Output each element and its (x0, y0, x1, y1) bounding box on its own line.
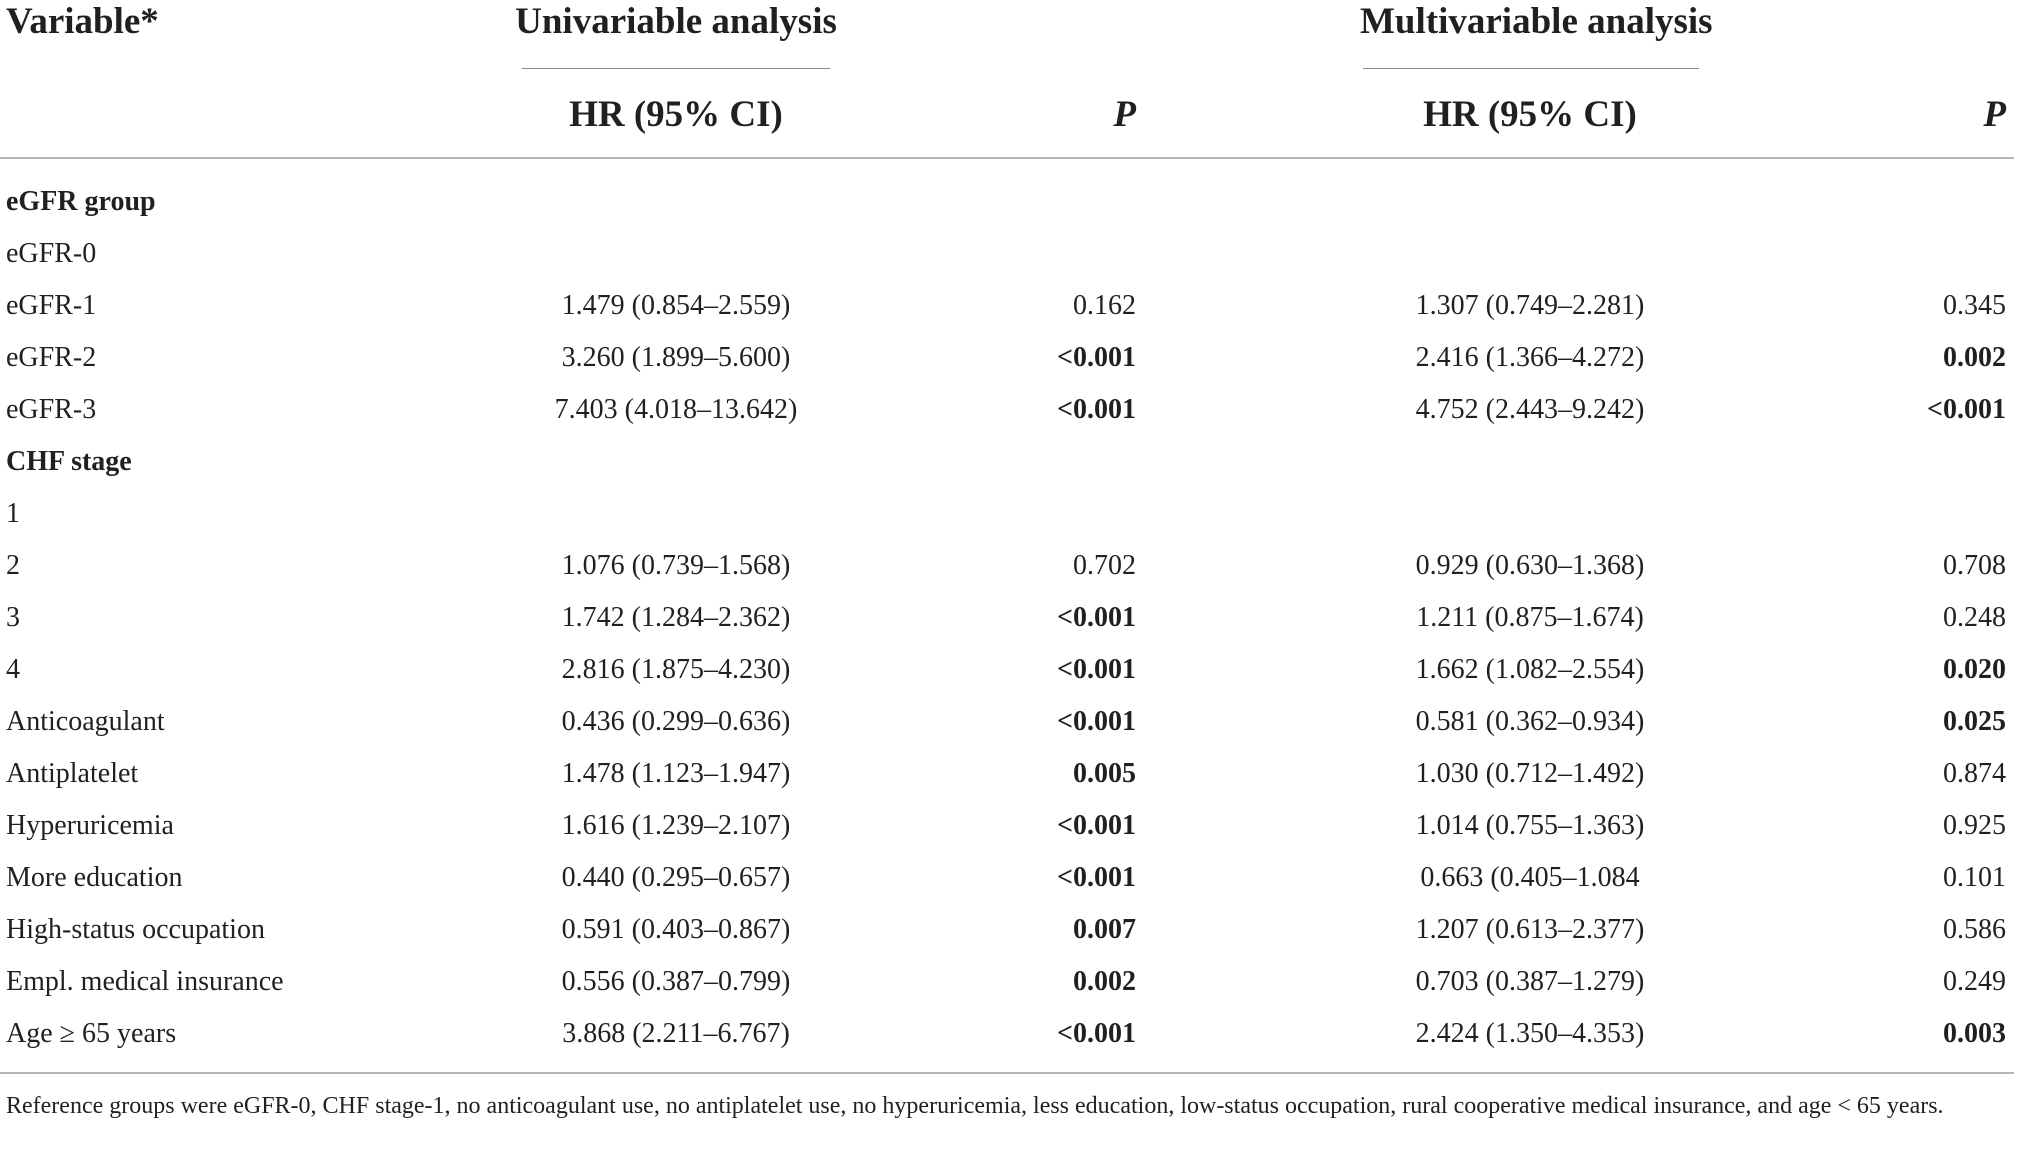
variable-cell: eGFR-0 (6, 238, 97, 269)
multivariable-hr-header: HR (95% CI) (1423, 94, 1637, 135)
table-row (0, 280, 2014, 332)
multivariable-p-cell: 0.002 (1943, 342, 2006, 373)
univariable-hr-cell: 0.591 (0.403–0.867) (561, 914, 791, 945)
univariable-hr-cell: 1.478 (1.123–1.947) (561, 758, 791, 789)
variable-cell: 2 (6, 550, 20, 581)
multivariable-hr-cell: 2.424 (1.350–4.353) (1415, 1018, 1645, 1049)
univariable-p-cell: 0.002 (1073, 966, 1136, 997)
multivariable-p-cell: 0.925 (1943, 810, 2006, 841)
univariable-p-cell: 0.162 (1073, 290, 1136, 321)
univariable-p-cell: <0.001 (1057, 342, 1136, 373)
table-row (0, 540, 2014, 592)
univariable-hr-cell: 1.076 (0.739–1.568) (561, 550, 791, 581)
univariable-p-cell: <0.001 (1057, 862, 1136, 893)
table-row (0, 1008, 2014, 1060)
univariable-hr-cell: 0.440 (0.295–0.657) (561, 862, 791, 893)
variable-cell: 3 (6, 602, 20, 633)
table-row (0, 800, 2014, 852)
multivariable-hr-cell: 1.207 (0.613–2.377) (1415, 914, 1645, 945)
univariable-header-underline (522, 68, 830, 69)
univariable-hr-cell: 3.868 (2.211–6.767) (562, 1018, 790, 1049)
table-footnote: Reference groups were eGFR-0, CHF stage-1, no anticoagulant use, no antiplatelet use, no hyperuricemia, less education, low-status occupation, rural cooperative medical insurance, and age < 65 years. (6, 1093, 1944, 1119)
multivariable-hr-cell: 0.703 (0.387–1.279) (1415, 966, 1645, 997)
table-row (0, 644, 2014, 696)
variable-cell: eGFR-2 (6, 342, 97, 373)
univariable-p-cell: <0.001 (1057, 810, 1136, 841)
multivariable-p-cell: 0.248 (1943, 602, 2006, 633)
table-row (0, 488, 2014, 540)
univariable-p-cell: <0.001 (1057, 602, 1136, 633)
multivariable-hr-cell: 4.752 (2.443–9.242) (1415, 394, 1645, 425)
multivariable-p-cell: 0.249 (1943, 966, 2006, 997)
multivariable-hr-cell: 1.307 (0.749–2.281) (1415, 290, 1645, 321)
multivariable-hr-cell: 0.929 (0.630–1.368) (1415, 550, 1645, 581)
table-row (0, 228, 2014, 280)
table-row (0, 904, 2014, 956)
multivariable-hr-cell: 1.030 (0.712–1.492) (1415, 758, 1645, 789)
univariable-analysis-header: Univariable analysis (515, 1, 837, 42)
variable-column-header: Variable* (6, 1, 159, 42)
variable-cell: Empl. medical insurance (6, 966, 284, 997)
table-row (0, 696, 2014, 748)
univariable-p-header: P (1113, 94, 1136, 135)
univariable-p-cell: <0.001 (1057, 706, 1136, 737)
section-header-row (0, 436, 2014, 488)
univariable-hr-cell: 7.403 (4.018–13.642) (554, 394, 798, 425)
variable-cell: eGFR group (6, 186, 156, 217)
variable-cell: 4 (6, 654, 20, 685)
multivariable-hr-cell: 0.663 (0.405–1.084 (1420, 862, 1640, 893)
multivariable-p-cell: 0.708 (1943, 550, 2006, 581)
multivariable-p-header: P (1983, 94, 2006, 135)
multivariable-p-cell: 0.020 (1943, 654, 2006, 685)
multivariable-p-cell: 0.025 (1943, 706, 2006, 737)
variable-cell: eGFR-3 (6, 394, 97, 425)
variable-cell: High-status occupation (6, 914, 265, 945)
multivariable-p-cell: 0.003 (1943, 1018, 2006, 1049)
table-row (0, 852, 2014, 904)
multivariable-hr-cell: 1.662 (1.082–2.554) (1415, 654, 1645, 685)
multivariable-p-cell: 0.101 (1943, 862, 2006, 893)
variable-cell: Antiplatelet (6, 758, 139, 789)
univariable-hr-header: HR (95% CI) (569, 94, 783, 135)
univariable-p-cell: <0.001 (1057, 654, 1136, 685)
multivariable-p-cell: 0.586 (1943, 914, 2006, 945)
univariable-p-cell: <0.001 (1057, 1018, 1136, 1049)
univariable-p-cell: 0.007 (1073, 914, 1136, 945)
table-row (0, 592, 2014, 644)
multivariable-hr-cell: 2.416 (1.366–4.272) (1415, 342, 1645, 373)
table-row (0, 748, 2014, 800)
multivariable-analysis-header: Multivariable analysis (1360, 1, 1713, 42)
variable-cell: 1 (6, 498, 20, 529)
multivariable-hr-cell: 0.581 (0.362–0.934) (1415, 706, 1645, 737)
univariable-hr-cell: 1.616 (1.239–2.107) (561, 810, 791, 841)
section-header-row (0, 176, 2014, 228)
table-row (0, 384, 2014, 436)
multivariable-header-underline (1363, 68, 1699, 69)
multivariable-p-cell: <0.001 (1927, 394, 2006, 425)
multivariable-p-cell: 0.345 (1943, 290, 2006, 321)
multivariable-p-cell: 0.874 (1943, 758, 2006, 789)
multivariable-hr-cell: 1.014 (0.755–1.363) (1415, 810, 1645, 841)
univariable-hr-cell: 0.556 (0.387–0.799) (561, 966, 791, 997)
table-row (0, 956, 2014, 1008)
univariable-hr-cell: 3.260 (1.899–5.600) (561, 342, 791, 373)
univariable-hr-cell: 1.479 (0.854–2.559) (561, 290, 791, 321)
variable-cell: eGFR-1 (6, 290, 97, 321)
multivariable-hr-cell: 1.211 (0.875–1.674) (1416, 602, 1644, 633)
variable-cell: Anticoagulant (6, 706, 165, 737)
variable-cell: CHF stage (6, 446, 132, 477)
univariable-hr-cell: 2.816 (1.875–4.230) (561, 654, 791, 685)
univariable-p-cell: 0.702 (1073, 550, 1136, 581)
univariable-hr-cell: 0.436 (0.299–0.636) (561, 706, 791, 737)
variable-cell: More education (6, 862, 183, 893)
univariable-hr-cell: 1.742 (1.284–2.362) (561, 602, 791, 633)
table-bottom-rule (0, 1072, 2014, 1074)
variable-cell: Age ≥ 65 years (6, 1018, 177, 1049)
table-row (0, 332, 2014, 384)
variable-cell: Hyperuricemia (6, 810, 174, 841)
header-bottom-rule (0, 157, 2014, 159)
univariable-p-cell: 0.005 (1073, 758, 1136, 789)
univariable-p-cell: <0.001 (1057, 394, 1136, 425)
